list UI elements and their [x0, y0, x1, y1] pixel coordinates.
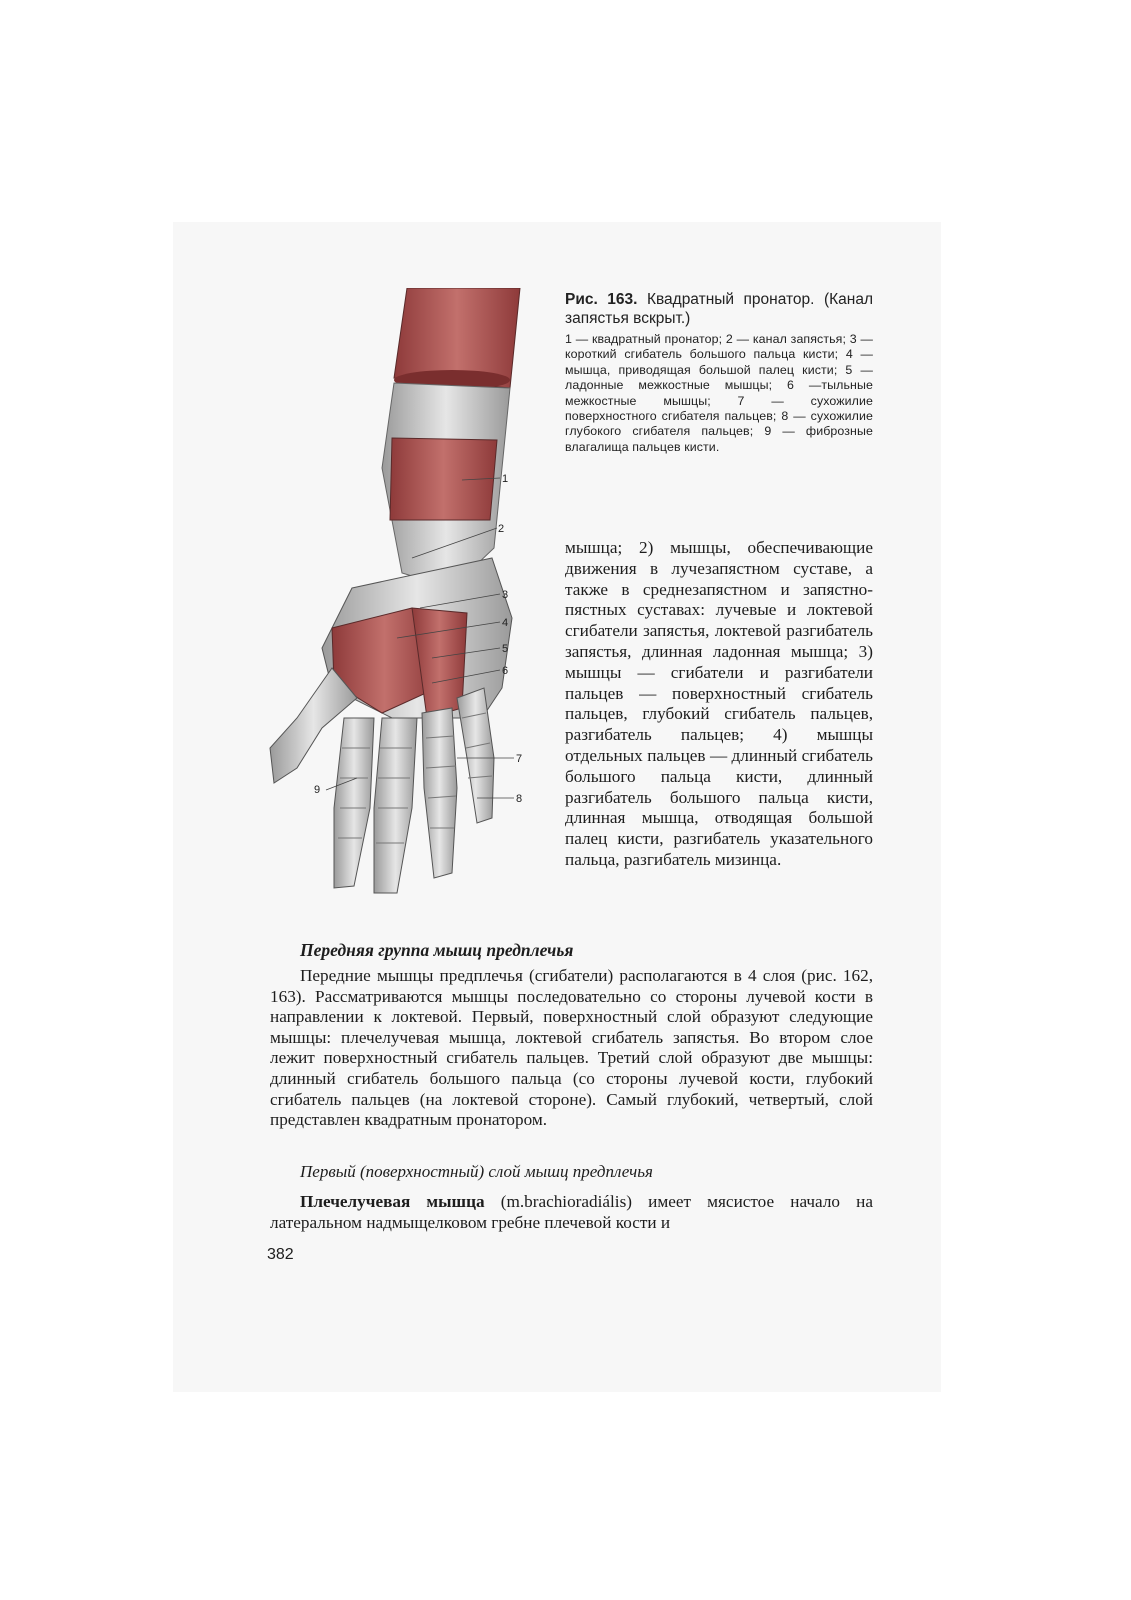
callout-3: 3 — [502, 589, 509, 601]
figure-title: Квадратный пронатор. (Канал запястья вскрыт.) — [565, 291, 873, 327]
figure-legend: 1 — квадратный пронатор; 2 — канал запястья; 3 — короткий сгибатель большого пальца кисти; 4 — мышца, приводящая большой палец кисти; 5 — ладонные межкостные мышцы; 6 —тыльные межкостные мышцы; 7 — сухожилие поверхностного сгибателя пальцев; 8 — сухожилие глубокого сгибателя пальцев; 9 — фиброзные влагалища пальцев кисти. — [565, 332, 873, 454]
caption-title — [565, 290, 873, 328]
figure-caption — [565, 290, 873, 455]
callout-5: 5 — [502, 643, 509, 655]
callout-4: 4 — [502, 617, 509, 629]
muscle-term: Плечелучевая мышца — [300, 1192, 485, 1211]
ring-finger — [422, 708, 457, 878]
muscle-description: (m.brachioradiális) имеет мясистое начало на латеральном надмыщелковом гребне плечевой кости и — [270, 1192, 873, 1232]
hand-drawing — [262, 288, 542, 913]
figure-label: Рис. 163. — [565, 291, 638, 308]
section-heading: Передняя группа мышц предплечья — [300, 940, 574, 960]
callout-1: 1 — [502, 473, 509, 485]
callout-9: 9 — [314, 784, 321, 796]
subsection-heading: Первый (поверхностный) слой мышц предплечья — [300, 1162, 653, 1181]
side-column-text: мышца; 2) мышцы, обеспечивающие движения в лучезапястном суставе, а также в среднезапястном и запястно-пястных суставах: лучевые и локтевой сгибатели запястья, локтевой разгибатель запястья, длинная ладонная мышца; 3) мышцы — сгибатели и разгибатели пальцев — поверхностный сгибатель пальцев, глубокий сгибатель пальцев, разгибатель пальцев; 4) мышцы отдельных пальцев — длинный сгибатель большого пальца кисти, длинный разгибатель большого пальца кисти, длинная мышца, отводящая большой палец кисти, разгибатель указательного пальца, разгибатель мизинца. — [565, 538, 873, 869]
callout-8: 8 — [516, 793, 523, 805]
callout-7: 7 — [516, 753, 523, 765]
muscle-paragraph — [270, 1192, 873, 1233]
callout-2: 2 — [498, 523, 505, 535]
middle-finger — [374, 718, 417, 893]
forearm-hand-illustration — [262, 288, 542, 913]
page-number: 382 — [267, 1246, 294, 1263]
main-paragraph: Передние мышцы предплечья (сгибатели) располагаются в 4 слоя (рис. 162, 163). Рассматриваются мышцы последовательно со стороны лучевой кости в направлении к локтевой. Первый, поверхностный слой образуют следующие мышцы: плечелучевая мышца, локтевой сгибатель запястья. Во втором слое лежит поверхностный сгибатель пальцев. Третий слой образуют две мышцы: длинный сгибатель большого пальца (со стороны лучевой кости, глубокий сгибатель пальцев (на локтевой стороне). Самый глубокий, четвертый, слой представлен квадратным пронатором. — [270, 966, 873, 1130]
index-finger — [334, 718, 374, 888]
callout-6: 6 — [502, 665, 509, 677]
